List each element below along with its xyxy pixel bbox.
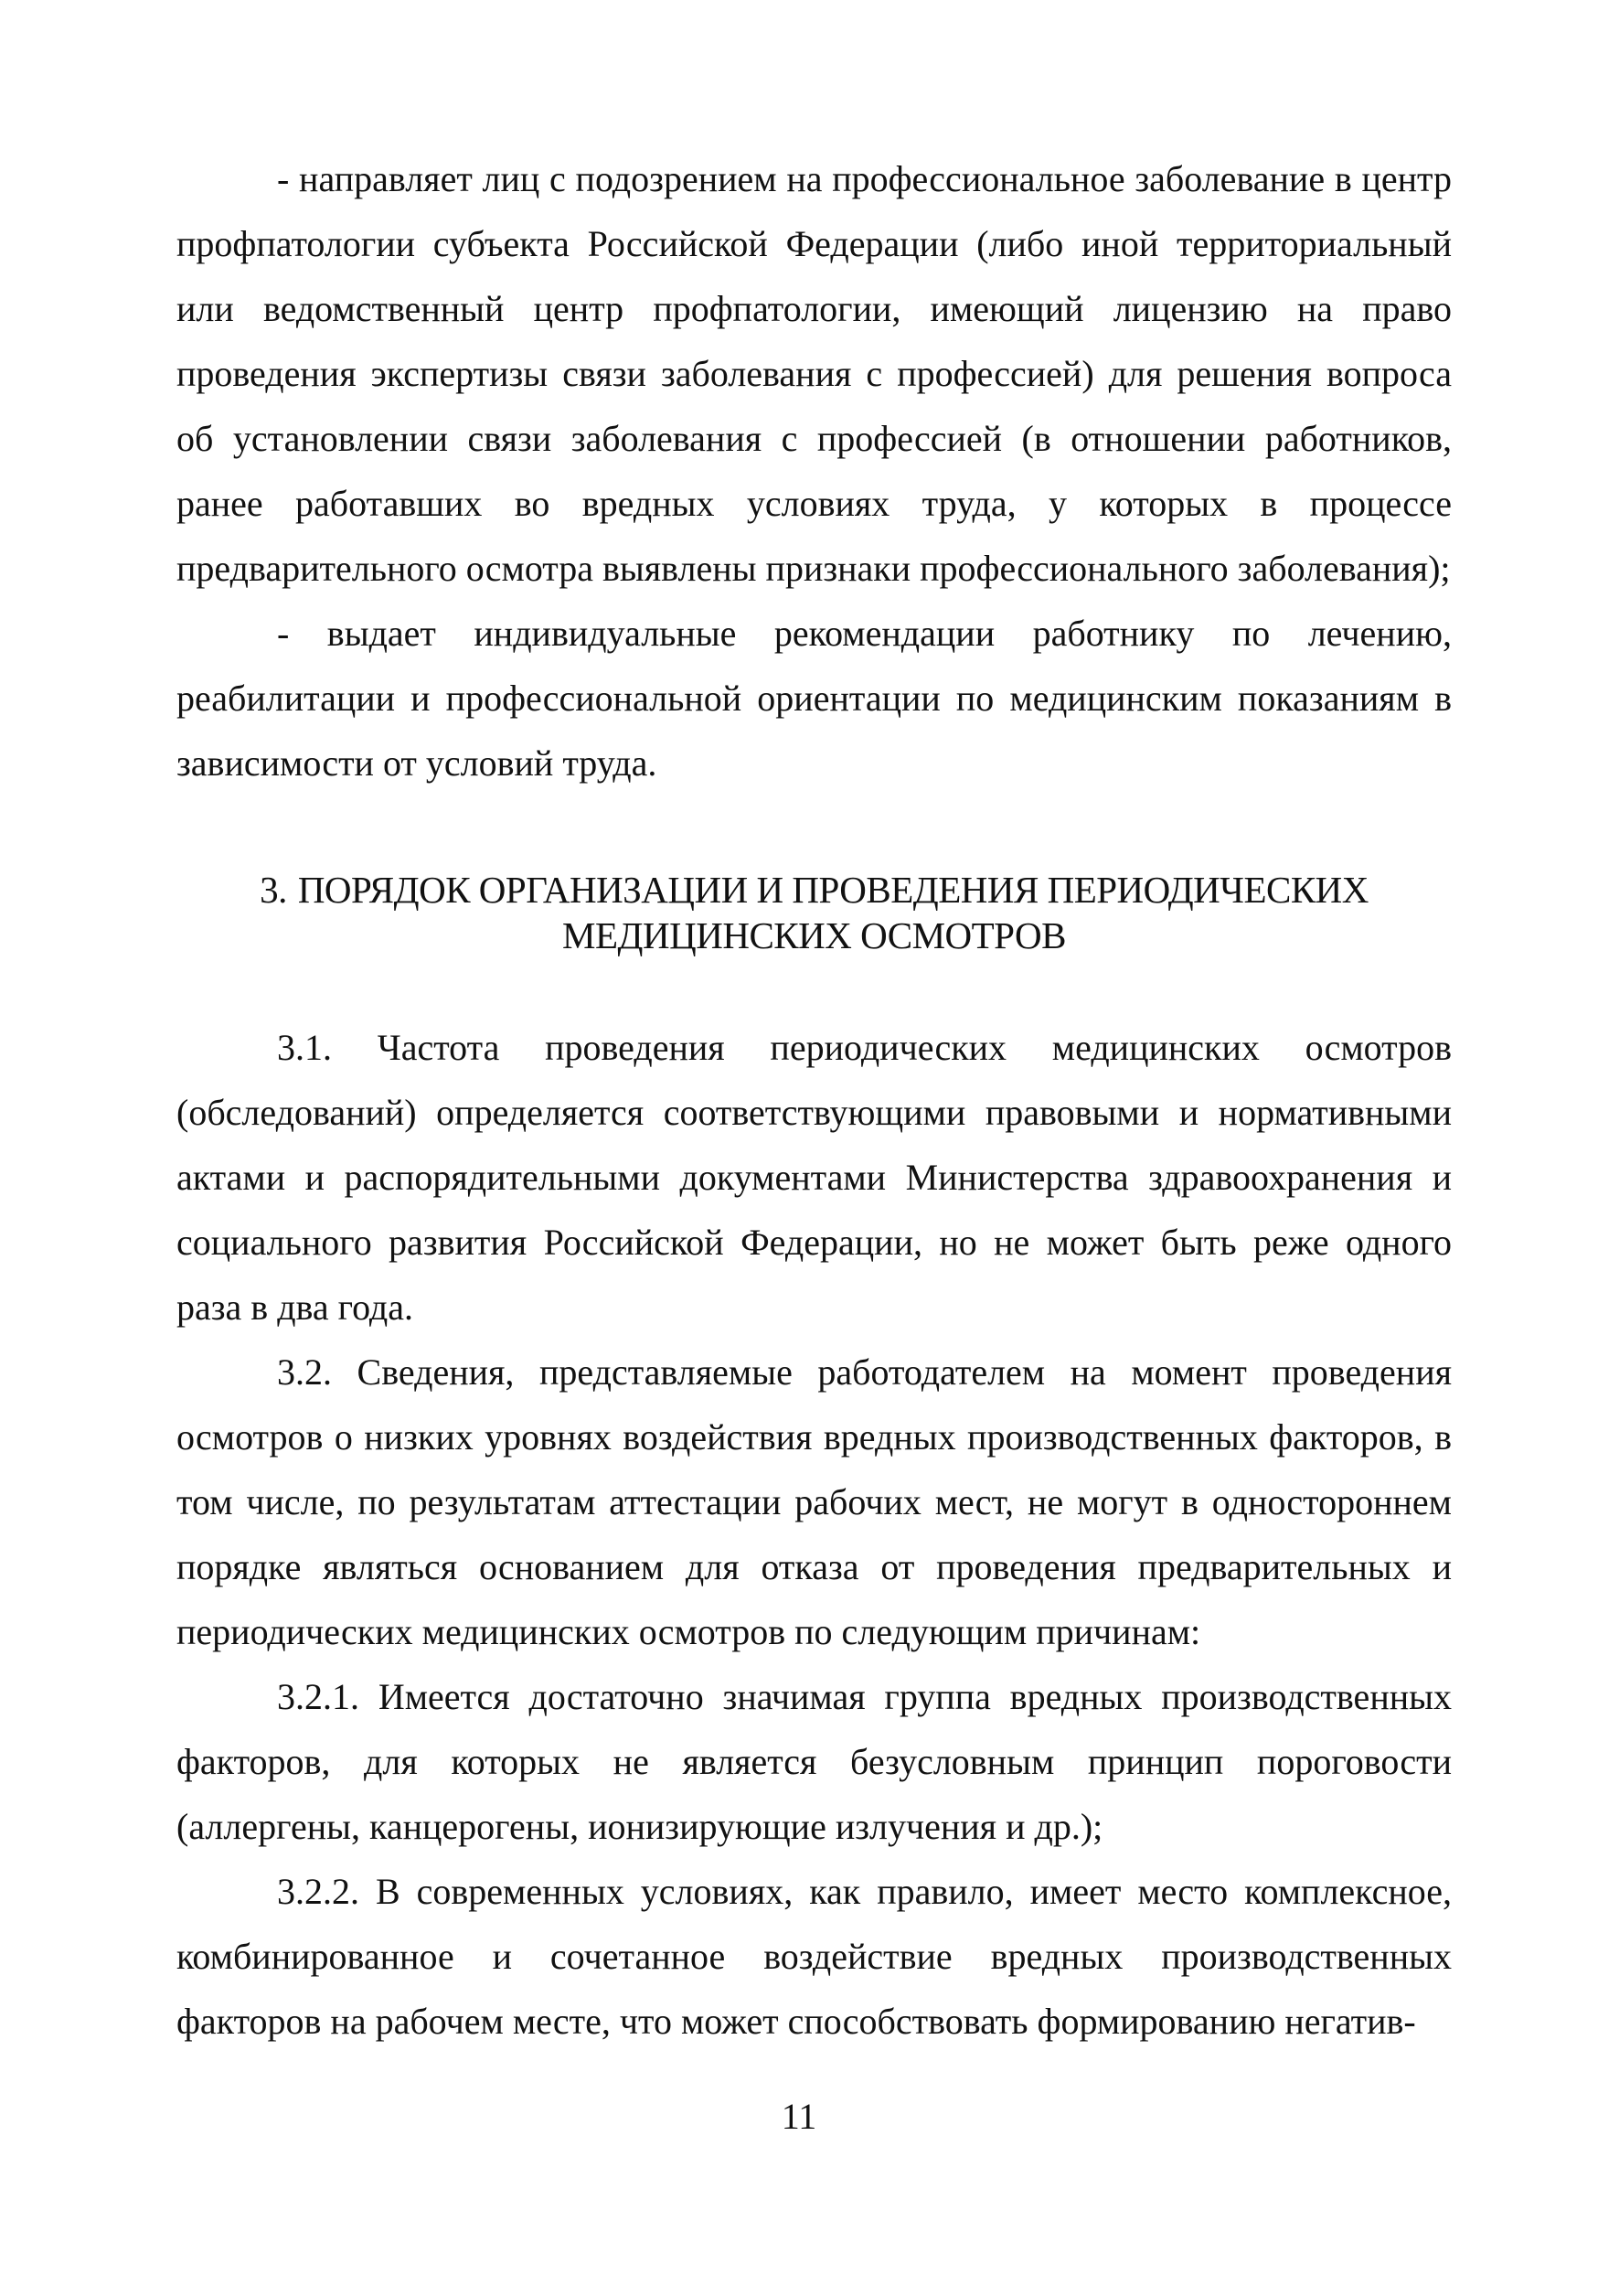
paragraph-3-2: 3.2. Сведения, представляемые работодателем на момент проведения осмотров о низких уровнях воздействия вредных производственных факторов, в том числе, по результатам аттестации рабочих мест, не могут в одностороннем порядке являться основанием для отказа от проведения предварительных и периодических медицинских осмотров по следующим причинам: <box>176 1351 1452 1652</box>
section-number: 3. <box>260 869 287 911</box>
section-title-line-1: ПОРЯДОК ОРГАНИЗАЦИИ И ПРОВЕДЕНИЯ ПЕРИОДИЧЕСКИХ <box>297 869 1369 911</box>
paragraph-3-2-2: 3.2.2. В современных условиях, как правило, имеет место комплексное, комбинированное и сочетанное воздействие вредных производственных факторов на рабочем месте, что может способствовать формированию негатив- <box>176 1871 1452 2042</box>
spacer <box>176 958 1452 1015</box>
paragraph-3-2-1: 3.2.1. Имеется достаточно значимая группа вредных производственных факторов, для которых не является безусловным принцип пороговости (аллергены, канцерогены, ионизирующие излучения и др.); <box>176 1676 1452 1847</box>
list-item-referral: - направляет лиц с подозрением на профессиональное заболевание в центр профпатологии субъекта Российской Федерации (либо иной территориальный или ведомственный центр профпатологии, имеющий лицензию на право проведения экспертизы связи заболевания с профессией) для решения вопроса об установлении связи заболевания с профессией (в отношении работников, ранее работавших во вредных условиях труда, у которых в процессе предварительного осмотра выявлены признаки профессионального заболевания); <box>176 158 1452 589</box>
page-content <box>176 146 1452 2054</box>
page-number: 11 <box>781 2096 817 2137</box>
section-title-line-2: МЕДИЦИНСКИХ ОСМОТРОВ <box>562 914 1066 956</box>
section-heading <box>176 867 1452 958</box>
list-item-recommendations: - выдает индивидуальные рекомендации работнику по лечению, реабилитации и профессиональной ориентации по медицинским показаниям в зависимости от условий труда. <box>176 613 1452 784</box>
spacer <box>176 796 1452 867</box>
paragraph-3-1: 3.1. Частота проведения периодических медицинских осмотров (обследований) определяется соответствующими правовыми и нормативными актами и распорядительными документами Министерства здравоохранения и социального развития Российской Федерации, но не может быть реже одного раза в два года. <box>176 1027 1452 1328</box>
